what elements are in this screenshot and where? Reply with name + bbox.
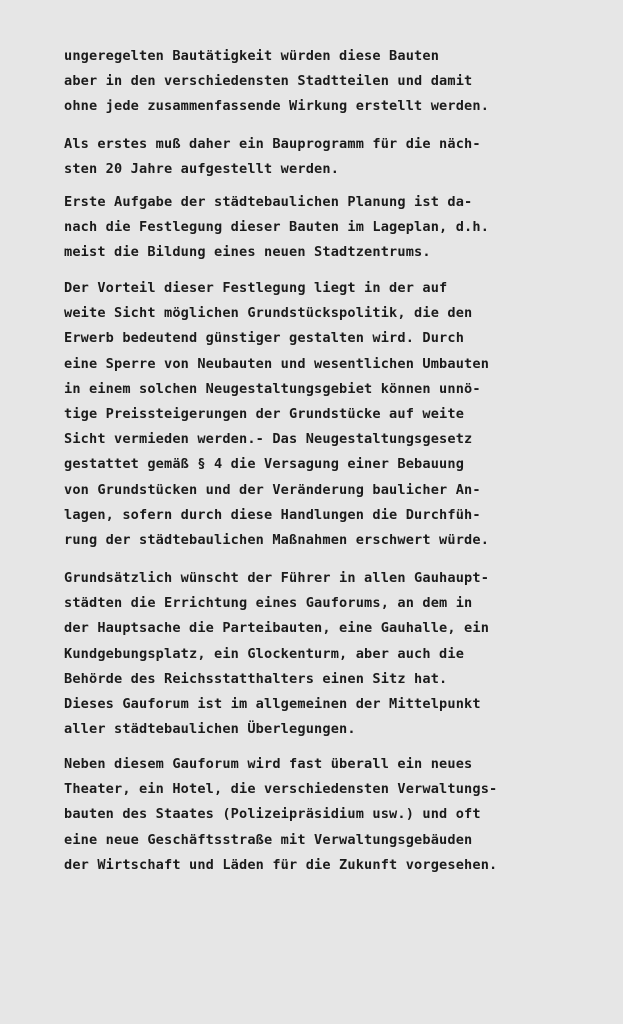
text-line: Sicht vermieden werden.- Das Neugestaltungsgesetz [64,431,473,448]
paragraph-2 [64,132,609,182]
text-line: Erwerb bedeutend günstiger gestalten wird. Durch [64,330,465,347]
text-line: Erste Aufgabe der städtebaulichen Planung ist da- [64,194,473,210]
text-line: rung der städtebaulichen Maßnahmen erschwert würde. [64,531,490,548]
paragraph-3 [64,190,609,266]
text-line: bauten des Staates (Polizeipräsidium usw.) und oft [64,806,481,823]
text-line: der Wirtschaft und Läden für die Zukunft vorgesehen. [64,856,498,873]
text-line: aber in den verschiedensten Stadtteilen und damit [64,73,473,90]
text-line: lagen, sofern durch diese Handlungen die Durchfüh- [64,506,481,523]
text-line: von Grundstücken und der Veränderung baulicher An- [64,481,481,498]
text-line: Grundsätzlich wünscht der Führer in allen Gauhaupt- [64,570,490,586]
paragraph-5 [64,566,609,742]
text-line: Neben diesem Gauforum wird fast überall ein neues [64,756,473,772]
text-line: Theater, ein Hotel, die verschiedensten Verwaltungs- [64,781,498,798]
text-line: weite Sicht möglichen Grundstückspolitik, die den [64,305,473,322]
text-line: städten die Errichtung eines Gauforums, an dem in [64,595,473,612]
text-line: Behörde des Reichsstatthalters einen Sitz hat. [64,670,448,687]
text-line: Dieses Gauforum ist im allgemeinen der Mittelpunkt [64,695,481,712]
text-line: eine Sperre von Neubauten und wesentlichen Umbauten [64,355,490,372]
paragraph-1 [64,44,609,120]
text-line: Kundgebungsplatz, ein Glockenturm, aber auch die [64,645,465,662]
text-line: gestattet gemäß § 4 die Versagung einer Bebauung [64,456,465,473]
text-line: tige Preissteigerungen der Grundstücke auf weite [64,405,465,422]
text-line: ungeregelten Bautätigkeit würden diese Bauten [64,48,440,64]
text-line: Als erstes muß daher ein Bauprogramm für die näch- [64,136,481,152]
text-line: der Hauptsache die Parteibauten, eine Gauhalle, ein [64,620,490,637]
text-line: ohne jede zusammenfassende Wirkung erstellt werden. [64,98,490,115]
text-line: eine neue Geschäftsstraße mit Verwaltungsgebäuden [64,831,473,848]
text-line: nach die Festlegung dieser Bauten im Lageplan, d.h. [64,219,490,236]
paragraph-6 [64,752,609,878]
text-line: meist die Bildung eines neuen Stadtzentrums. [64,244,431,261]
paragraph-4 [64,276,609,553]
text-line: Der Vorteil dieser Festlegung liegt in der auf [64,280,448,296]
text-line: aller städtebaulichen Überlegungen. [64,721,356,738]
text-line: in einem solchen Neugestaltungsgebiet können unnö- [64,380,481,397]
text-line: sten 20 Jahre aufgestellt werden. [64,161,340,178]
